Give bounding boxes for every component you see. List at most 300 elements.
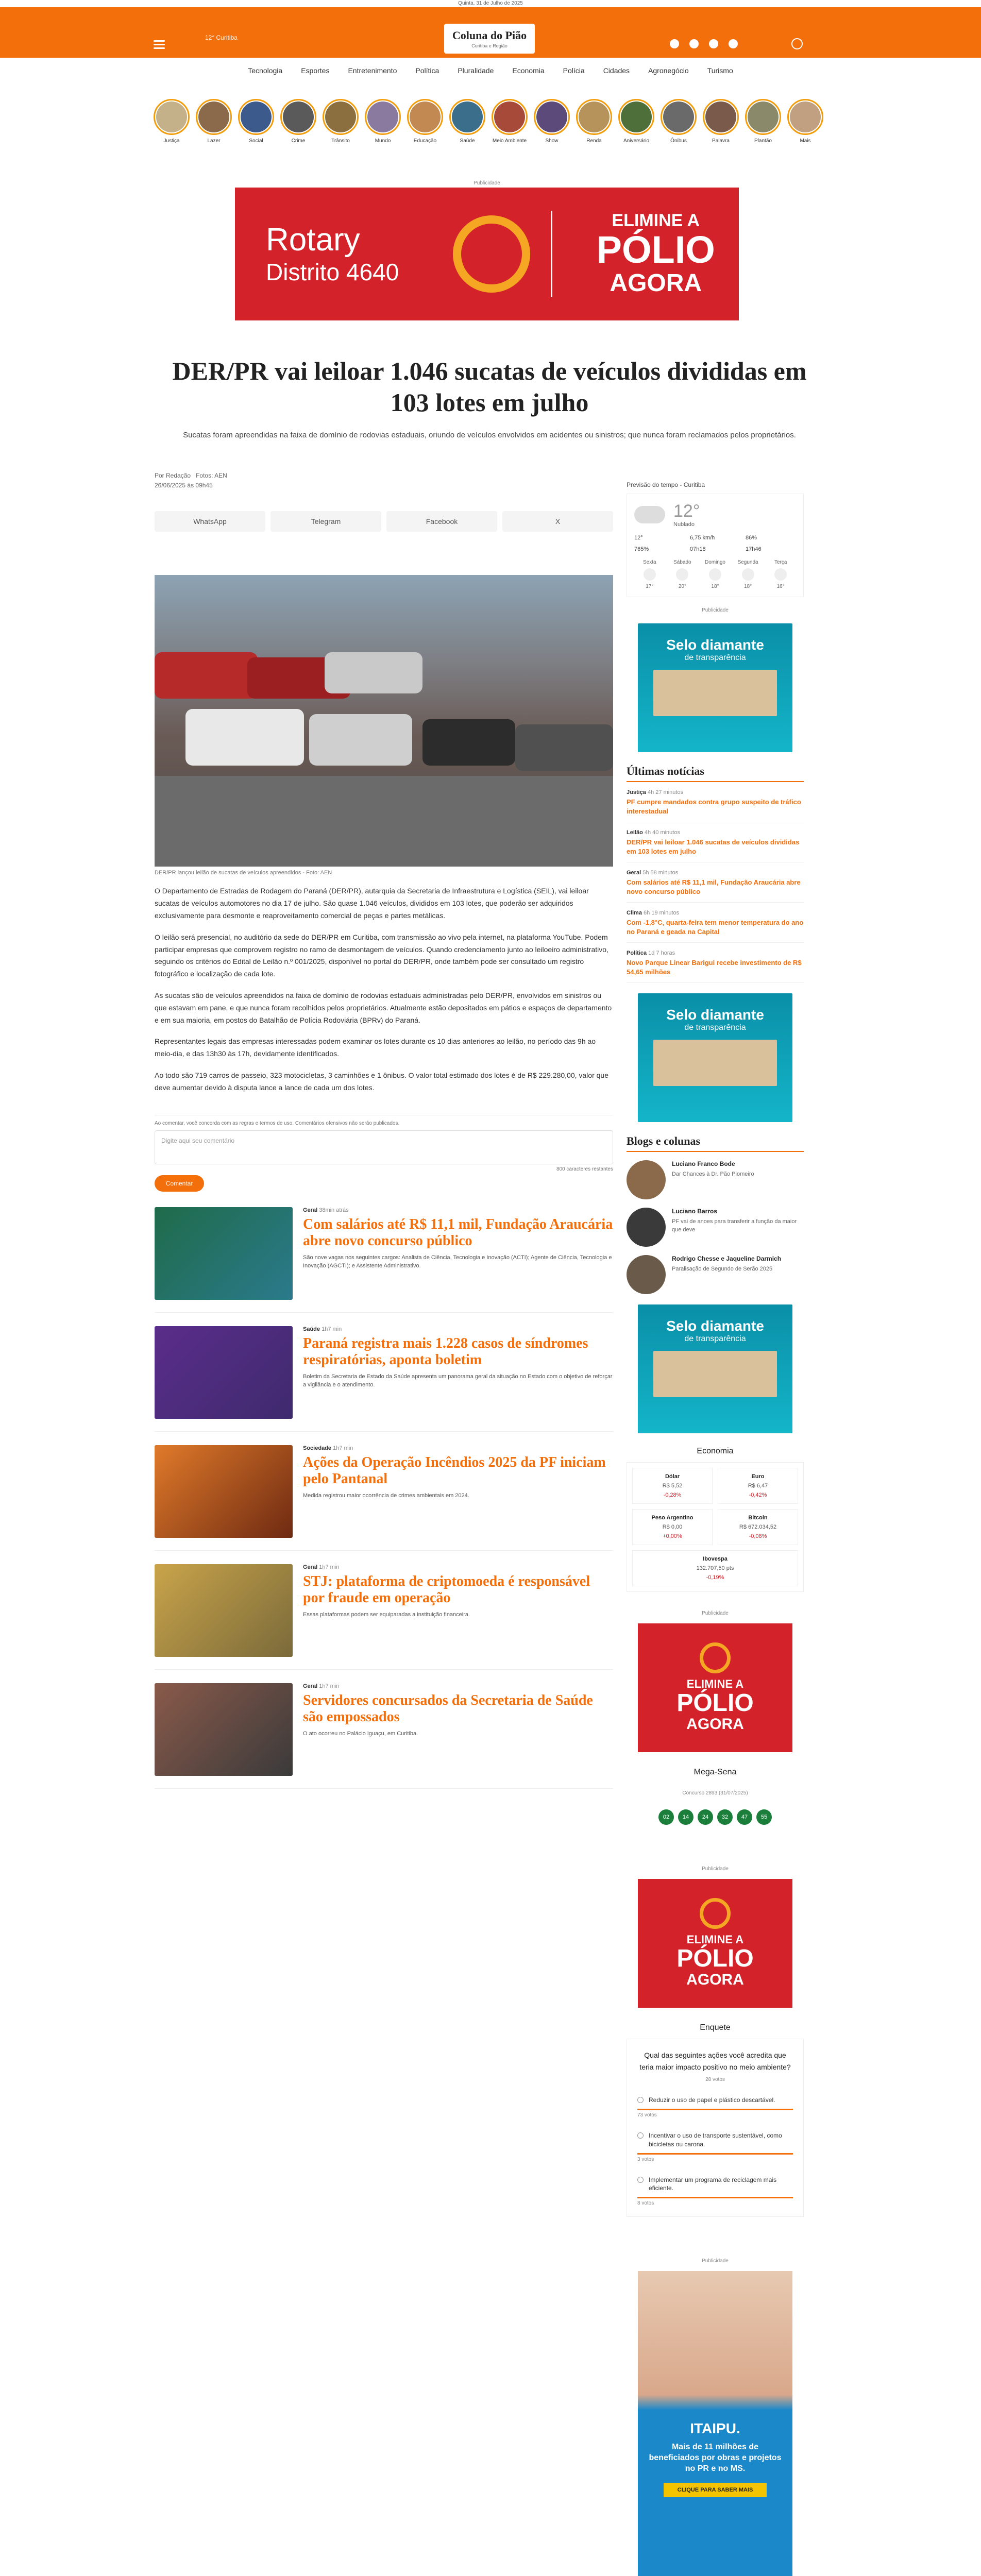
poll-votes: 3 votos bbox=[637, 2156, 654, 2162]
ad-district-text: Distrito 4640 bbox=[266, 259, 399, 285]
story-item[interactable] bbox=[279, 99, 317, 148]
story-item[interactable] bbox=[575, 99, 613, 148]
article-paragraph: Ao todo são 719 carros de passeio, 323 motocicletas, 3 caminhões e 1 ônibus. O valor total estimado dos lotes é de R$ 229.280,00, valor que deve aumentar devido à disputa lance a lance de cada um dos lotes. bbox=[155, 1071, 608, 1092]
ad-label: Publicidade bbox=[702, 607, 729, 613]
news-time: 1h7 min bbox=[319, 1564, 340, 1570]
story-ring bbox=[154, 99, 190, 135]
stories-bar bbox=[153, 99, 828, 148]
latest-category bbox=[627, 910, 804, 916]
story-item[interactable] bbox=[237, 99, 275, 148]
weather-forecast bbox=[634, 560, 796, 589]
story-thumb bbox=[283, 101, 314, 132]
itaipu-cta-button[interactable]: CLIQUE PARA SABER MAIS bbox=[664, 2483, 767, 2497]
poll-radio[interactable] bbox=[637, 2177, 644, 2183]
story-item[interactable] bbox=[786, 99, 824, 148]
news-thumb[interactable] bbox=[155, 1445, 293, 1538]
story-item[interactable] bbox=[490, 99, 529, 148]
story-label: Lazer bbox=[207, 138, 221, 144]
currency-name: Euro bbox=[751, 1473, 765, 1480]
forecast-day bbox=[667, 560, 698, 589]
latest-time: 5h 58 minutos bbox=[642, 870, 679, 876]
share-telegram-button[interactable]: Telegram bbox=[270, 511, 381, 532]
currency-change: -0,08% bbox=[749, 1533, 767, 1540]
poll-bar bbox=[637, 2153, 793, 2155]
forecast-day bbox=[765, 560, 796, 589]
blog-desc: Paralisação de Segundo de Serão 2025 bbox=[672, 1266, 773, 1273]
news-desc: São nove vagas nos seguintes cargos: Analista de Ciência, Tecnologia e Inovação (ACTI); Agente de Ciência, Tecnologia e Inovação (AGCTI); e Assistente Administrativo. bbox=[303, 1254, 612, 1269]
currency-change: -0,28% bbox=[663, 1492, 682, 1499]
ad-label: Publicidade bbox=[702, 2258, 729, 2264]
forecast-temp: 18° bbox=[744, 584, 752, 589]
article-paragraph: Representantes legais das empresas interessadas podem examinar os lotes durante os 10 dias anteriores ao leilão, no período das 9h ao meio-dia, e das 13h30 às 17h, devidamente identificados. bbox=[155, 1037, 596, 1058]
story-label: Show bbox=[545, 138, 559, 144]
share-x-button[interactable]: X bbox=[502, 511, 613, 532]
story-ring bbox=[661, 99, 697, 135]
blog-desc: Dar Chances à Dr. Pão Piomeiro bbox=[672, 1171, 754, 1178]
news-time: 1h7 min bbox=[319, 1683, 340, 1689]
economy-widget bbox=[627, 1462, 804, 1592]
story-thumb bbox=[621, 101, 652, 132]
weather-stat: 6,75 km/h bbox=[690, 535, 715, 541]
search-icon[interactable] bbox=[791, 38, 803, 49]
article-paragraph: As sucatas são de veículos apreendidos na faixa de domínio de rodovias estaduais administradas pelo DER/PR, envolvidos em sinistros ou que estavam em pane, e que nunca foram recolhidos pelos proprietários. Atualmente estão depositados em pátios e espaços de departamento e em sua maioria, em postos do Batalhão de Polícia Rodoviária (BPRv) do Paraná. bbox=[155, 991, 612, 1024]
blogs-title: Blogs e colunas bbox=[627, 1134, 804, 1152]
blog-author[interactable]: Luciano Barros bbox=[672, 1208, 718, 1215]
news-desc: O ato ocorreu no Palácio Iguaçu, em Curitiba. bbox=[303, 1730, 418, 1737]
latest-title[interactable]: Com -1,8°C, quarta-feira tem menor temperatura do ano no Paraná e geada na Capital bbox=[627, 919, 804, 936]
share-whatsapp-button[interactable]: WhatsApp bbox=[155, 511, 265, 532]
news-cat-name: Saúde bbox=[303, 1326, 320, 1332]
header-weather: 12° Curitiba bbox=[205, 34, 238, 41]
news-card[interactable] bbox=[155, 1207, 613, 1313]
lottery-ball: 32 bbox=[717, 1809, 733, 1825]
story-label: Mais bbox=[800, 138, 811, 144]
forecast-day-name: Domingo bbox=[704, 560, 725, 565]
news-desc: Medida registrou maior ocorrência de crimes ambientais em 2024. bbox=[303, 1492, 469, 1499]
latest-time: 1d 7 horas bbox=[648, 950, 675, 957]
story-ring bbox=[576, 99, 612, 135]
rotary-banner-ad[interactable] bbox=[235, 188, 739, 320]
news-cat-name: Geral bbox=[303, 1564, 318, 1570]
article-paragraph: O leilão será presencial, no auditório da sede do DER/PR em Curitiba, com transmissão ao vivo pela internet, na plataforma YouTube. Podem participar empresas que comprovem registro no ramo de desmontagem de veículos. Quando credenciamento junto ao leiloeiro administrativo, seguindo os critérios do Edital de Leilão n.º 001/2025, disponível no portal do DER/PR, onde também pode ser consultado um registro fotográfico e localização de cada lote. bbox=[155, 933, 608, 978]
cloud-icon bbox=[634, 506, 665, 523]
latest-item[interactable] bbox=[627, 789, 804, 822]
news-thumb[interactable] bbox=[155, 1564, 293, 1657]
news-thumb[interactable] bbox=[155, 1326, 293, 1419]
avatar bbox=[627, 1255, 666, 1294]
forecast-day bbox=[733, 560, 764, 589]
forecast-icon bbox=[709, 568, 721, 581]
story-label: Educação bbox=[413, 138, 437, 144]
lottery-ball: 02 bbox=[658, 1809, 674, 1825]
main-nav bbox=[0, 62, 981, 79]
latest-item[interactable] bbox=[627, 870, 804, 903]
youtube-icon[interactable] bbox=[709, 39, 718, 48]
forecast-day-name: Segunda bbox=[737, 560, 758, 565]
news-cat-name: Geral bbox=[303, 1683, 318, 1689]
currency-value: R$ 672.034,52 bbox=[739, 1524, 777, 1531]
story-item[interactable] bbox=[702, 99, 740, 148]
news-category bbox=[303, 1207, 613, 1213]
story-label: Saúde bbox=[460, 138, 475, 144]
story-item[interactable] bbox=[448, 99, 486, 148]
related-news bbox=[155, 1207, 613, 1789]
ad-polio-line1: ELIMINE A bbox=[686, 1933, 744, 1946]
news-title[interactable]: Servidores concursados da Secretaria de Saúde são empossados bbox=[303, 1692, 593, 1725]
avatar bbox=[627, 1208, 666, 1247]
news-title[interactable]: Ações da Operação Incêndios 2025 da PF iniciam pelo Pantanal bbox=[303, 1454, 606, 1487]
nav-item-tecnologia[interactable]: Tecnologia bbox=[248, 66, 283, 75]
news-desc: Essas plataformas podem ser equiparadas a instituição financeira. bbox=[303, 1611, 470, 1618]
story-label: Trânsito bbox=[331, 138, 350, 144]
currency-value: R$ 0,00 bbox=[662, 1524, 683, 1531]
currency-value: R$ 5,52 bbox=[662, 1483, 683, 1489]
mega-sena-contest: Concurso 2893 (31/07/2025) bbox=[682, 1790, 748, 1797]
photo-credit: Fotos: AEN bbox=[196, 472, 227, 479]
ad-selo-subtitle: de transparência bbox=[684, 1023, 746, 1032]
news-category bbox=[303, 1326, 613, 1332]
poll-option-text[interactable]: Implementar um programa de reciclagem mais eficiente. bbox=[649, 2176, 777, 2192]
lottery-ball: 24 bbox=[698, 1809, 713, 1825]
article-photo bbox=[155, 575, 613, 867]
story-label: Plantão bbox=[754, 138, 772, 144]
facebook-icon[interactable] bbox=[689, 39, 699, 48]
story-ring bbox=[323, 99, 359, 135]
news-thumb[interactable] bbox=[155, 1207, 293, 1300]
poll-option-text[interactable]: Incentivar o uso de transporte sustentável, como bicicletas ou carona. bbox=[649, 2132, 782, 2148]
rotary-gear-icon bbox=[453, 215, 530, 293]
story-item[interactable] bbox=[659, 99, 698, 148]
weather-widget bbox=[627, 494, 804, 597]
latest-time: 6h 19 minutos bbox=[644, 910, 680, 917]
story-ring bbox=[280, 99, 316, 135]
story-ring bbox=[365, 99, 401, 135]
ibovespa-card: Ibovespa 132.707,50 pts -0,19% bbox=[632, 1550, 798, 1586]
photo-caption: DER/PR lançou leilão de sucatas de veículos apreendidos - Foto: AEN bbox=[155, 870, 332, 876]
comment-submit-button[interactable]: Comentar bbox=[155, 1175, 204, 1192]
forecast-temp: 16° bbox=[776, 584, 785, 589]
weather-temp: 12° bbox=[673, 501, 700, 521]
latest-category bbox=[627, 950, 804, 956]
social-links bbox=[670, 39, 738, 48]
news-category bbox=[303, 1445, 613, 1451]
currency-change: -0,42% bbox=[749, 1492, 767, 1499]
weather-stat: 17h46 bbox=[746, 546, 762, 552]
poll-bar bbox=[637, 2197, 793, 2198]
selo-diamante-ad[interactable] bbox=[638, 623, 792, 752]
polio-ad[interactable] bbox=[638, 1623, 792, 1752]
weather-stat: 07h18 bbox=[690, 546, 706, 552]
comment-section bbox=[155, 1115, 613, 1192]
story-label: Aniversário bbox=[623, 138, 650, 144]
forecast-day bbox=[700, 560, 731, 589]
blog-author[interactable]: Rodrigo Chesse e Jaqueline Darmich bbox=[672, 1255, 782, 1263]
blog-item[interactable] bbox=[627, 1160, 804, 1199]
story-thumb bbox=[705, 101, 736, 132]
forecast-icon bbox=[644, 568, 656, 581]
nav-item-agronegócio[interactable]: Agronegócio bbox=[648, 66, 689, 75]
article-author: Por Redação bbox=[155, 472, 191, 479]
latest-category bbox=[627, 829, 804, 836]
currency-value: R$ 6,47 bbox=[748, 1483, 768, 1489]
nav-item-esportes[interactable]: Esportes bbox=[301, 66, 330, 75]
currency-name: Bitcoin bbox=[748, 1515, 768, 1521]
story-item[interactable] bbox=[617, 99, 655, 148]
nav-item-pluralidade[interactable]: Pluralidade bbox=[458, 66, 494, 75]
forecast-day-name: Sábado bbox=[673, 560, 691, 565]
poll-votes: 8 votos bbox=[637, 2200, 654, 2207]
sidebar bbox=[627, 481, 804, 2576]
story-thumb bbox=[536, 101, 567, 132]
story-label: Mundo bbox=[375, 138, 391, 144]
news-time: 1h7 min bbox=[322, 1326, 342, 1332]
topbar-date: Quinta, 31 de Julho de 2025 bbox=[0, 0, 981, 7]
menu-icon[interactable] bbox=[154, 40, 165, 48]
forecast-day-name: Sexta bbox=[643, 560, 656, 565]
story-ring bbox=[407, 99, 443, 135]
logo-text: Coluna do Pião bbox=[452, 29, 527, 42]
forecast-icon bbox=[774, 568, 787, 581]
news-category bbox=[303, 1564, 613, 1570]
weather-stats bbox=[634, 535, 796, 552]
story-item[interactable] bbox=[406, 99, 444, 148]
forecast-day bbox=[634, 560, 665, 589]
article-body bbox=[155, 471, 613, 1789]
poll-radio[interactable] bbox=[637, 2132, 644, 2139]
latest-title[interactable]: DER/PR vai leiloar 1.046 sucatas de veículos divididas em 103 lotes em julho bbox=[627, 838, 800, 855]
latest-cat: Política bbox=[627, 950, 647, 957]
selo-diamante-ad[interactable] bbox=[638, 1304, 792, 1433]
ad-selo-subtitle: de transparência bbox=[684, 653, 746, 662]
news-title[interactable]: Paraná registra mais 1.228 casos de síndromes respiratórias, aponta boletim bbox=[303, 1335, 588, 1368]
story-thumb bbox=[367, 101, 398, 132]
latest-title[interactable]: PF cumpre mandados contra grupo suspeito de tráfico interestadual bbox=[627, 798, 801, 815]
avatar bbox=[627, 1160, 666, 1199]
ad-building-image bbox=[653, 1351, 777, 1397]
story-label: Social bbox=[249, 138, 263, 144]
story-label: Justiça bbox=[163, 138, 180, 144]
nav-item-cidades[interactable]: Cidades bbox=[603, 66, 630, 75]
news-time: 38min atrás bbox=[319, 1207, 349, 1213]
story-ring bbox=[787, 99, 823, 135]
story-item[interactable] bbox=[322, 99, 360, 148]
poll-votes: 73 votos bbox=[637, 2112, 657, 2119]
story-label: Renda bbox=[586, 138, 602, 144]
latest-time: 4h 27 minutos bbox=[647, 789, 684, 795]
story-ring bbox=[196, 99, 232, 135]
poll-total-votes: 28 votos bbox=[705, 2077, 725, 2083]
story-thumb bbox=[790, 101, 821, 132]
ad-building-image bbox=[653, 1040, 777, 1086]
ad-polio-line1: ELIMINE A bbox=[612, 211, 700, 230]
weather-stat: 86% bbox=[746, 535, 757, 541]
poll-radio[interactable] bbox=[637, 2097, 644, 2103]
forecast-day-name: Terça bbox=[774, 560, 787, 565]
latest-item[interactable] bbox=[627, 950, 804, 983]
latest-item[interactable] bbox=[627, 910, 804, 943]
news-desc: Boletim da Secretaria de Estado da Saúde apresenta um panorama geral da situação no Estado com o objetivo de reforçar a vigilância e o atendimento. bbox=[303, 1373, 613, 1388]
ad-polio-line2: PÓLIO bbox=[676, 1689, 754, 1717]
weather-stat: 765% bbox=[634, 546, 649, 552]
polio-ad[interactable] bbox=[638, 1879, 792, 2008]
selo-diamante-ad[interactable] bbox=[638, 993, 792, 1122]
comment-terms: Ao comentar, você concorda com as regras e termos de uso. Comentários ofensivos não serão publicados. bbox=[155, 1120, 400, 1126]
news-card[interactable] bbox=[155, 1683, 613, 1789]
story-item[interactable] bbox=[364, 99, 402, 148]
poll-title: Enquete bbox=[700, 2023, 731, 2032]
share-bar bbox=[155, 511, 613, 532]
story-ring bbox=[238, 99, 274, 135]
news-thumb[interactable] bbox=[155, 1683, 293, 1776]
weather-title: Previsão do tempo - Curitiba bbox=[627, 481, 705, 488]
story-item[interactable] bbox=[744, 99, 782, 148]
story-ring bbox=[703, 99, 739, 135]
blog-desc: PF vai de anoes para transferir a função da maior que deve bbox=[672, 1218, 797, 1233]
ad-polio-line3: AGORA bbox=[686, 1971, 744, 1989]
latest-item[interactable] bbox=[627, 829, 804, 862]
ad-label: Publicidade bbox=[702, 1611, 729, 1617]
story-thumb bbox=[156, 101, 187, 132]
lottery-ball: 14 bbox=[678, 1809, 694, 1825]
latest-title[interactable]: Novo Parque Linear Barigui recebe investimento de R$ 54,65 milhões bbox=[627, 959, 802, 976]
ad-polio-line1: ELIMINE A bbox=[686, 1677, 744, 1691]
weather-stat: 12° bbox=[634, 535, 643, 541]
news-category bbox=[303, 1683, 613, 1689]
story-ring bbox=[449, 99, 485, 135]
latest-cat: Leilão bbox=[627, 829, 643, 836]
story-item[interactable] bbox=[533, 99, 571, 148]
blog-item[interactable] bbox=[627, 1255, 804, 1294]
poll-option-text[interactable]: Reduzir o uso de papel e plástico descartável. bbox=[649, 2096, 775, 2104]
ad-rotary-text: Rotary bbox=[266, 222, 360, 258]
blog-author[interactable]: Luciano Franco Bode bbox=[672, 1160, 735, 1168]
poll-widget bbox=[627, 2039, 804, 2217]
story-thumb bbox=[663, 101, 694, 132]
story-thumb bbox=[748, 101, 779, 132]
latest-title[interactable]: Com salários até R$ 11,1 mil, Fundação Araucária abre novo concurso público bbox=[627, 878, 801, 895]
news-card[interactable] bbox=[155, 1326, 613, 1432]
story-label: Ônibus bbox=[670, 138, 687, 144]
news-title[interactable]: STJ: plataforma de criptomoeda é responsável por fraude em operação bbox=[303, 1573, 590, 1606]
news-time: 1h7 min bbox=[333, 1445, 353, 1451]
instagram-icon[interactable] bbox=[670, 39, 679, 48]
nav-item-economia[interactable]: Economia bbox=[512, 66, 545, 75]
currency-change: +0,00% bbox=[663, 1533, 682, 1540]
story-thumb bbox=[579, 101, 610, 132]
itaipu-brand: ITAIPU. bbox=[690, 2420, 740, 2437]
currency-card bbox=[718, 1509, 798, 1545]
story-ring bbox=[618, 99, 654, 135]
story-label: Crime bbox=[291, 138, 306, 144]
blog-item[interactable] bbox=[627, 1208, 804, 1247]
currency-card bbox=[632, 1509, 713, 1545]
ad-label: Publicidade bbox=[473, 180, 500, 186]
forecast-temp: 20° bbox=[678, 584, 686, 589]
site-header bbox=[0, 7, 981, 58]
lottery-ball: 55 bbox=[756, 1809, 772, 1825]
comment-counter: 800 caracteres restantes bbox=[556, 1166, 613, 1172]
ad-selo-title: Selo diamante bbox=[666, 1007, 764, 1023]
x-icon[interactable] bbox=[729, 39, 738, 48]
poll-question: Qual das seguintes ações você acredita que teria maior impacto positivo no meio ambiente? bbox=[639, 2051, 791, 2071]
site-logo[interactable] bbox=[444, 24, 535, 54]
article-subtitle: Sucatas foram apreendidas na faixa de domínio de rodovias estaduais, oriundo de veículos envolvidos em acidentes ou sinistros; que nunca foram reclamados pelos proprietários. bbox=[183, 431, 796, 439]
ad-selo-title: Selo diamante bbox=[666, 637, 764, 653]
news-title[interactable]: Com salários até R$ 11,1 mil, Fundação Araucária abre novo concurso público bbox=[303, 1216, 613, 1249]
poll-option[interactable] bbox=[637, 2131, 793, 2149]
story-ring bbox=[745, 99, 781, 135]
rotary-gear-icon bbox=[700, 1898, 731, 1929]
story-thumb bbox=[410, 101, 441, 132]
ad-polio-line2: PÓLIO bbox=[676, 1945, 754, 1973]
news-cat-name: Sociedade bbox=[303, 1445, 332, 1451]
share-facebook-button[interactable]: Facebook bbox=[386, 511, 497, 532]
latest-cat: Justiça bbox=[627, 789, 646, 795]
story-item[interactable] bbox=[195, 99, 233, 148]
mega-sena-numbers bbox=[627, 1809, 804, 1825]
article-paragraph: O Departamento de Estradas de Rodagem do Paraná (DER/PR), autarquia da Secretaria de Infraestrutura e Logística (SEIL), vai leiloar sucatas de veículos automotores no dia 17 de julho. São quase 1.046 veículos, divididos em 103 lotes, que poderão ser adquiridos exclusivamente para desmonte e reaproveitamento comercial de peças e partes metálicas. bbox=[155, 887, 589, 920]
currency-card bbox=[718, 1468, 798, 1504]
nav-item-entretenimento[interactable]: Entretenimento bbox=[348, 66, 397, 75]
currency-name: Peso Argentino bbox=[651, 1515, 694, 1521]
ad-polio-line2: PÓLIO bbox=[596, 228, 715, 271]
poll-option[interactable] bbox=[637, 2176, 793, 2193]
currency-card bbox=[632, 1468, 713, 1504]
nav-item-turismo[interactable]: Turismo bbox=[707, 66, 733, 75]
story-ring bbox=[534, 99, 570, 135]
article-title: DER/PR vai leiloar 1.046 sucatas de veículos divididas em 103 lotes em julho bbox=[172, 357, 807, 417]
ad-building-image bbox=[653, 670, 777, 716]
latest-category bbox=[627, 789, 804, 795]
article-date: 26/06/2025 às 09h45 bbox=[155, 482, 213, 489]
logo-subtext: Curitiba e Região bbox=[471, 43, 508, 48]
nav-item-política[interactable]: Política bbox=[415, 66, 439, 75]
blogs-list bbox=[627, 1160, 804, 1294]
itaipu-ad[interactable] bbox=[638, 2271, 792, 2576]
story-thumb bbox=[198, 101, 229, 132]
ad-selo-title: Selo diamante bbox=[666, 1318, 764, 1334]
weather-cond: Nublado bbox=[673, 521, 695, 528]
news-card[interactable] bbox=[155, 1445, 613, 1551]
story-thumb bbox=[452, 101, 483, 132]
itaipu-text: Mais de 11 milhões de beneficiados por obras e projetos no PR e no MS. bbox=[649, 2443, 782, 2473]
comment-input[interactable]: Digite aqui seu comentário bbox=[155, 1130, 613, 1164]
news-card[interactable] bbox=[155, 1564, 613, 1670]
rotary-gear-icon bbox=[700, 1642, 731, 1673]
story-ring bbox=[492, 99, 528, 135]
latest-cat: Geral bbox=[627, 870, 641, 876]
story-label: Meio Ambiente bbox=[492, 138, 527, 144]
ad-label: Publicidade bbox=[702, 1866, 729, 1872]
story-thumb bbox=[494, 101, 525, 132]
ad-polio-line3: AGORA bbox=[686, 1716, 744, 1733]
latest-category bbox=[627, 870, 804, 876]
poll-option[interactable] bbox=[637, 2096, 793, 2105]
lottery-ball: 47 bbox=[737, 1809, 752, 1825]
forecast-temp: 18° bbox=[711, 584, 719, 589]
latest-news-title: Últimas notícias bbox=[627, 765, 804, 782]
nav-item-polícia[interactable]: Polícia bbox=[563, 66, 585, 75]
ad-polio-line3: AGORA bbox=[610, 269, 702, 297]
forecast-icon bbox=[676, 568, 688, 581]
forecast-temp: 17° bbox=[646, 584, 654, 589]
story-item[interactable] bbox=[153, 99, 191, 148]
latest-news-list bbox=[627, 789, 804, 983]
story-label: Palavra bbox=[712, 138, 730, 144]
forecast-icon bbox=[742, 568, 754, 581]
poll-bar bbox=[637, 2109, 793, 2110]
story-thumb bbox=[241, 101, 272, 132]
